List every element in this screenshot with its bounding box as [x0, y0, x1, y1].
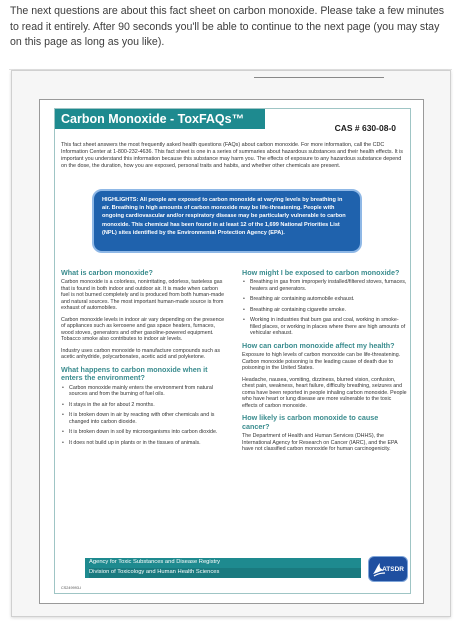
- document-code: CS249993-I: [61, 586, 82, 590]
- fact-sheet-title: Carbon Monoxide - ToxFAQs™: [55, 109, 265, 129]
- intro-instructions: The next questions are about this fact sheet on carbon monoxide. Please take a few minutes to read it entirely. After 90 seconds you'll be able to continue to the next page (you may stay on this page as long as you like).: [10, 5, 445, 48]
- fact-sheet-frame: [54, 108, 411, 594]
- right-column: [242, 269, 407, 458]
- paragraph: Headache, nausea, vomiting, dizziness, blurred vision, confusion, chest pain, weakness, heart failure, difficulty breathing, seizures and coma have been reported in people inhaling carbon monoxide. People who have heart or lung disease are more vulnerable to the toxic effects of carbon monoxide.: [242, 376, 407, 409]
- section-heading: How can carbon monoxide affect my health?: [242, 340, 395, 350]
- list-item: • It is broken down in soil by microorganisms into carbon dioxide.: [61, 429, 226, 436]
- footer-agency-name: Agency for Toxic Substances and Disease Registry: [89, 559, 221, 565]
- section-heading: How might I be exposed to carbon monoxide?: [242, 268, 400, 277]
- fact-sheet-image: [11, 70, 451, 617]
- paragraph: Carbon monoxide levels in indoor air vary depending on the presence of appliances such as kerosene and gas space heaters, furnaces, wood stoves, generators and other gasoline-powered equipment. Tobacco smoke also contributes to indoor air levels.: [61, 316, 225, 343]
- highlights-text: All people are exposed to carbon monoxide at varying levels by breathing in air. Breathing in high amounts of carbon monoxide may be life-threatening. People with ongoing cardiovascular and/or respiratory disease may be particularly vulnerable to carbon monoxide. This chemical has been found in at least 12 of the 1,699 National Priorities List (NPL) sites identified by the Environmental Protection Agency (EPA).: [102, 197, 346, 236]
- footer-division-name: Division of Toxicology and Human Health Sciences: [89, 568, 361, 578]
- bullet-list: [242, 279, 407, 337]
- list-item: • Breathing in gas from improperly installed/filtered stoves, furnaces, heaters and generators.: [242, 279, 407, 292]
- list-item: • It stays in the air for about 2 months.: [61, 402, 226, 409]
- left-column: [61, 269, 226, 451]
- list-item: • It does not build up in plants or in the tissues of animals.: [61, 440, 226, 447]
- atsdr-logo: [368, 556, 408, 582]
- section-heading: How likely is carbon monoxide to cause cancer?: [242, 413, 379, 431]
- bullet-list: [61, 385, 226, 447]
- paragraph: Industry uses carbon monoxide to manufacture compounds such as acetic anhydride, polycarbonates, acetic acid and polyketone.: [61, 347, 220, 361]
- list-item: • Working in industries that burn gas and coal, working in smoke-filled places, or working in places where there are high amounts of vehicular exhaust.: [242, 317, 407, 337]
- paragraph: Carbon monoxide is a colorless, nonirritating, odorless, tasteless gas that is found in both indoor and outdoor air. It is made when carbon fuel is not burned completely and is produced from both human-made and natural sources. The most important human-made source is from exhaust of automobiles.: [61, 279, 225, 312]
- logo-text: ATSDR: [382, 566, 404, 573]
- list-item: • Carbon monoxide mainly enters the environment from natural sources and from the burning of fuel oils.: [61, 385, 226, 398]
- footer-agency-bar: [85, 558, 361, 578]
- paragraph: Exposure to high levels of carbon monoxide can be life-threatening. Carbon monoxide poisoning is the leading cause of death due to poisoning in the United States.: [242, 352, 401, 372]
- highlights-label: HIGHLIGHTS:: [102, 197, 139, 203]
- list-item: • Breathing air containing cigarette smoke.: [242, 307, 407, 314]
- lead-paragraph: This fact sheet answers the most frequently asked health questions (FAQs) about carbon monoxide. For more information, call the CDC Information Center at 1-800-232-4636. This fact sheet is one in a series of summaries about hazardous substances and their health effects. It is important you understand this information because this substance may harm you. The effects of exposure to any hazardous substance depend on the dose, the duration, how you are exposed, personal traits and habits, and whether other chemicals are present.: [61, 142, 403, 170]
- paragraph: The Department of Health and Human Services (DHHS), the International Agency for Research on Cancer (IARC), and the EPA have not classified carbon monoxide for human carcinogenicity.: [242, 433, 398, 453]
- fact-sheet-page: [39, 99, 424, 604]
- list-item: • It is broken down in air by reacting with other chemicals and is changed into carbon dioxide.: [61, 412, 226, 425]
- section-heading: What happens to carbon monoxide when it enters the environment?: [61, 364, 208, 383]
- list-item: • Breathing air containing automobile exhaust.: [242, 296, 407, 303]
- section-heading: What is carbon monoxide?: [61, 268, 153, 277]
- sheet-top-line: [254, 77, 384, 78]
- highlights-box: [92, 189, 362, 253]
- cas-number: CAS # 630-08-0: [334, 123, 396, 133]
